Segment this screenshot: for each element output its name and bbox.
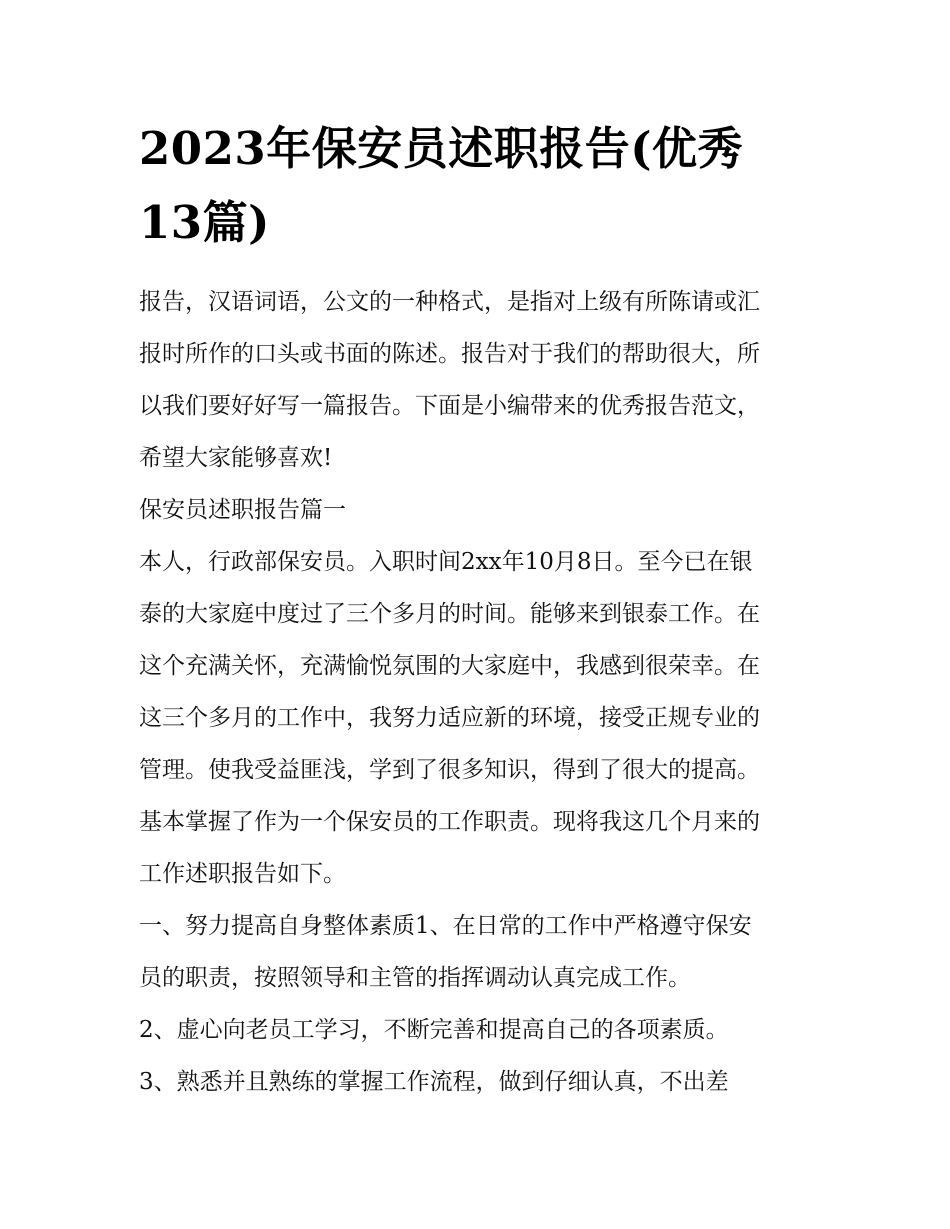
body-line: 3、熟悉并且熟练的掌握工作流程，做到仔细认真，不出差 — [139, 1069, 729, 1095]
body-line: 报时所作的口头或书面的陈述。报告对于我们的帮助很大，所 — [139, 341, 760, 367]
section-heading: 保安员述职报告篇一 — [139, 497, 346, 523]
body-line: 这三个多月的工作中，我努力适应新的环境，接受正规专业的 — [139, 705, 760, 731]
body-line: 这个充满关怀，充满愉悦氛围的大家庭中，我感到很荣幸。在 — [139, 653, 760, 679]
title-line: 13篇) — [139, 196, 270, 249]
body-line: 以我们要好好写一篇报告。下面是小编带来的优秀报告范文， — [139, 393, 760, 419]
body-line: 员的职责，按照领导和主管的指挥调动认真完成工作。 — [139, 965, 691, 991]
body-line: 泰的大家庭中度过了三个多月的时间。能够来到银泰工作。在 — [139, 601, 760, 627]
body-line: 管理。使我受益匪浅，学到了很多知识，得到了很大的提高。 — [139, 757, 760, 783]
document-title — [139, 112, 819, 260]
body-line: 一、努力提高自身整体素质1、在日常的工作中严格遵守保安 — [139, 913, 752, 939]
document-body — [139, 276, 829, 1108]
title-line: 2023年保安员述职报告(优秀 — [139, 122, 744, 175]
body-line: 工作述职报告如下。 — [139, 861, 346, 887]
body-line: 基本掌握了作为一个保安员的工作职责。现将我这几个月来的 — [139, 809, 760, 835]
body-line: 报告，汉语词语，公文的一种格式，是指对上级有所陈请或汇 — [139, 289, 760, 315]
body-line: 希望大家能够喜欢! — [139, 445, 333, 471]
body-line: 本人，行政部保安员。入职时间2xx年10月8日。至今已在银 — [139, 549, 753, 575]
body-line: 2、虚心向老员工学习，不断完善和提高自己的各项素质。 — [139, 1017, 729, 1043]
